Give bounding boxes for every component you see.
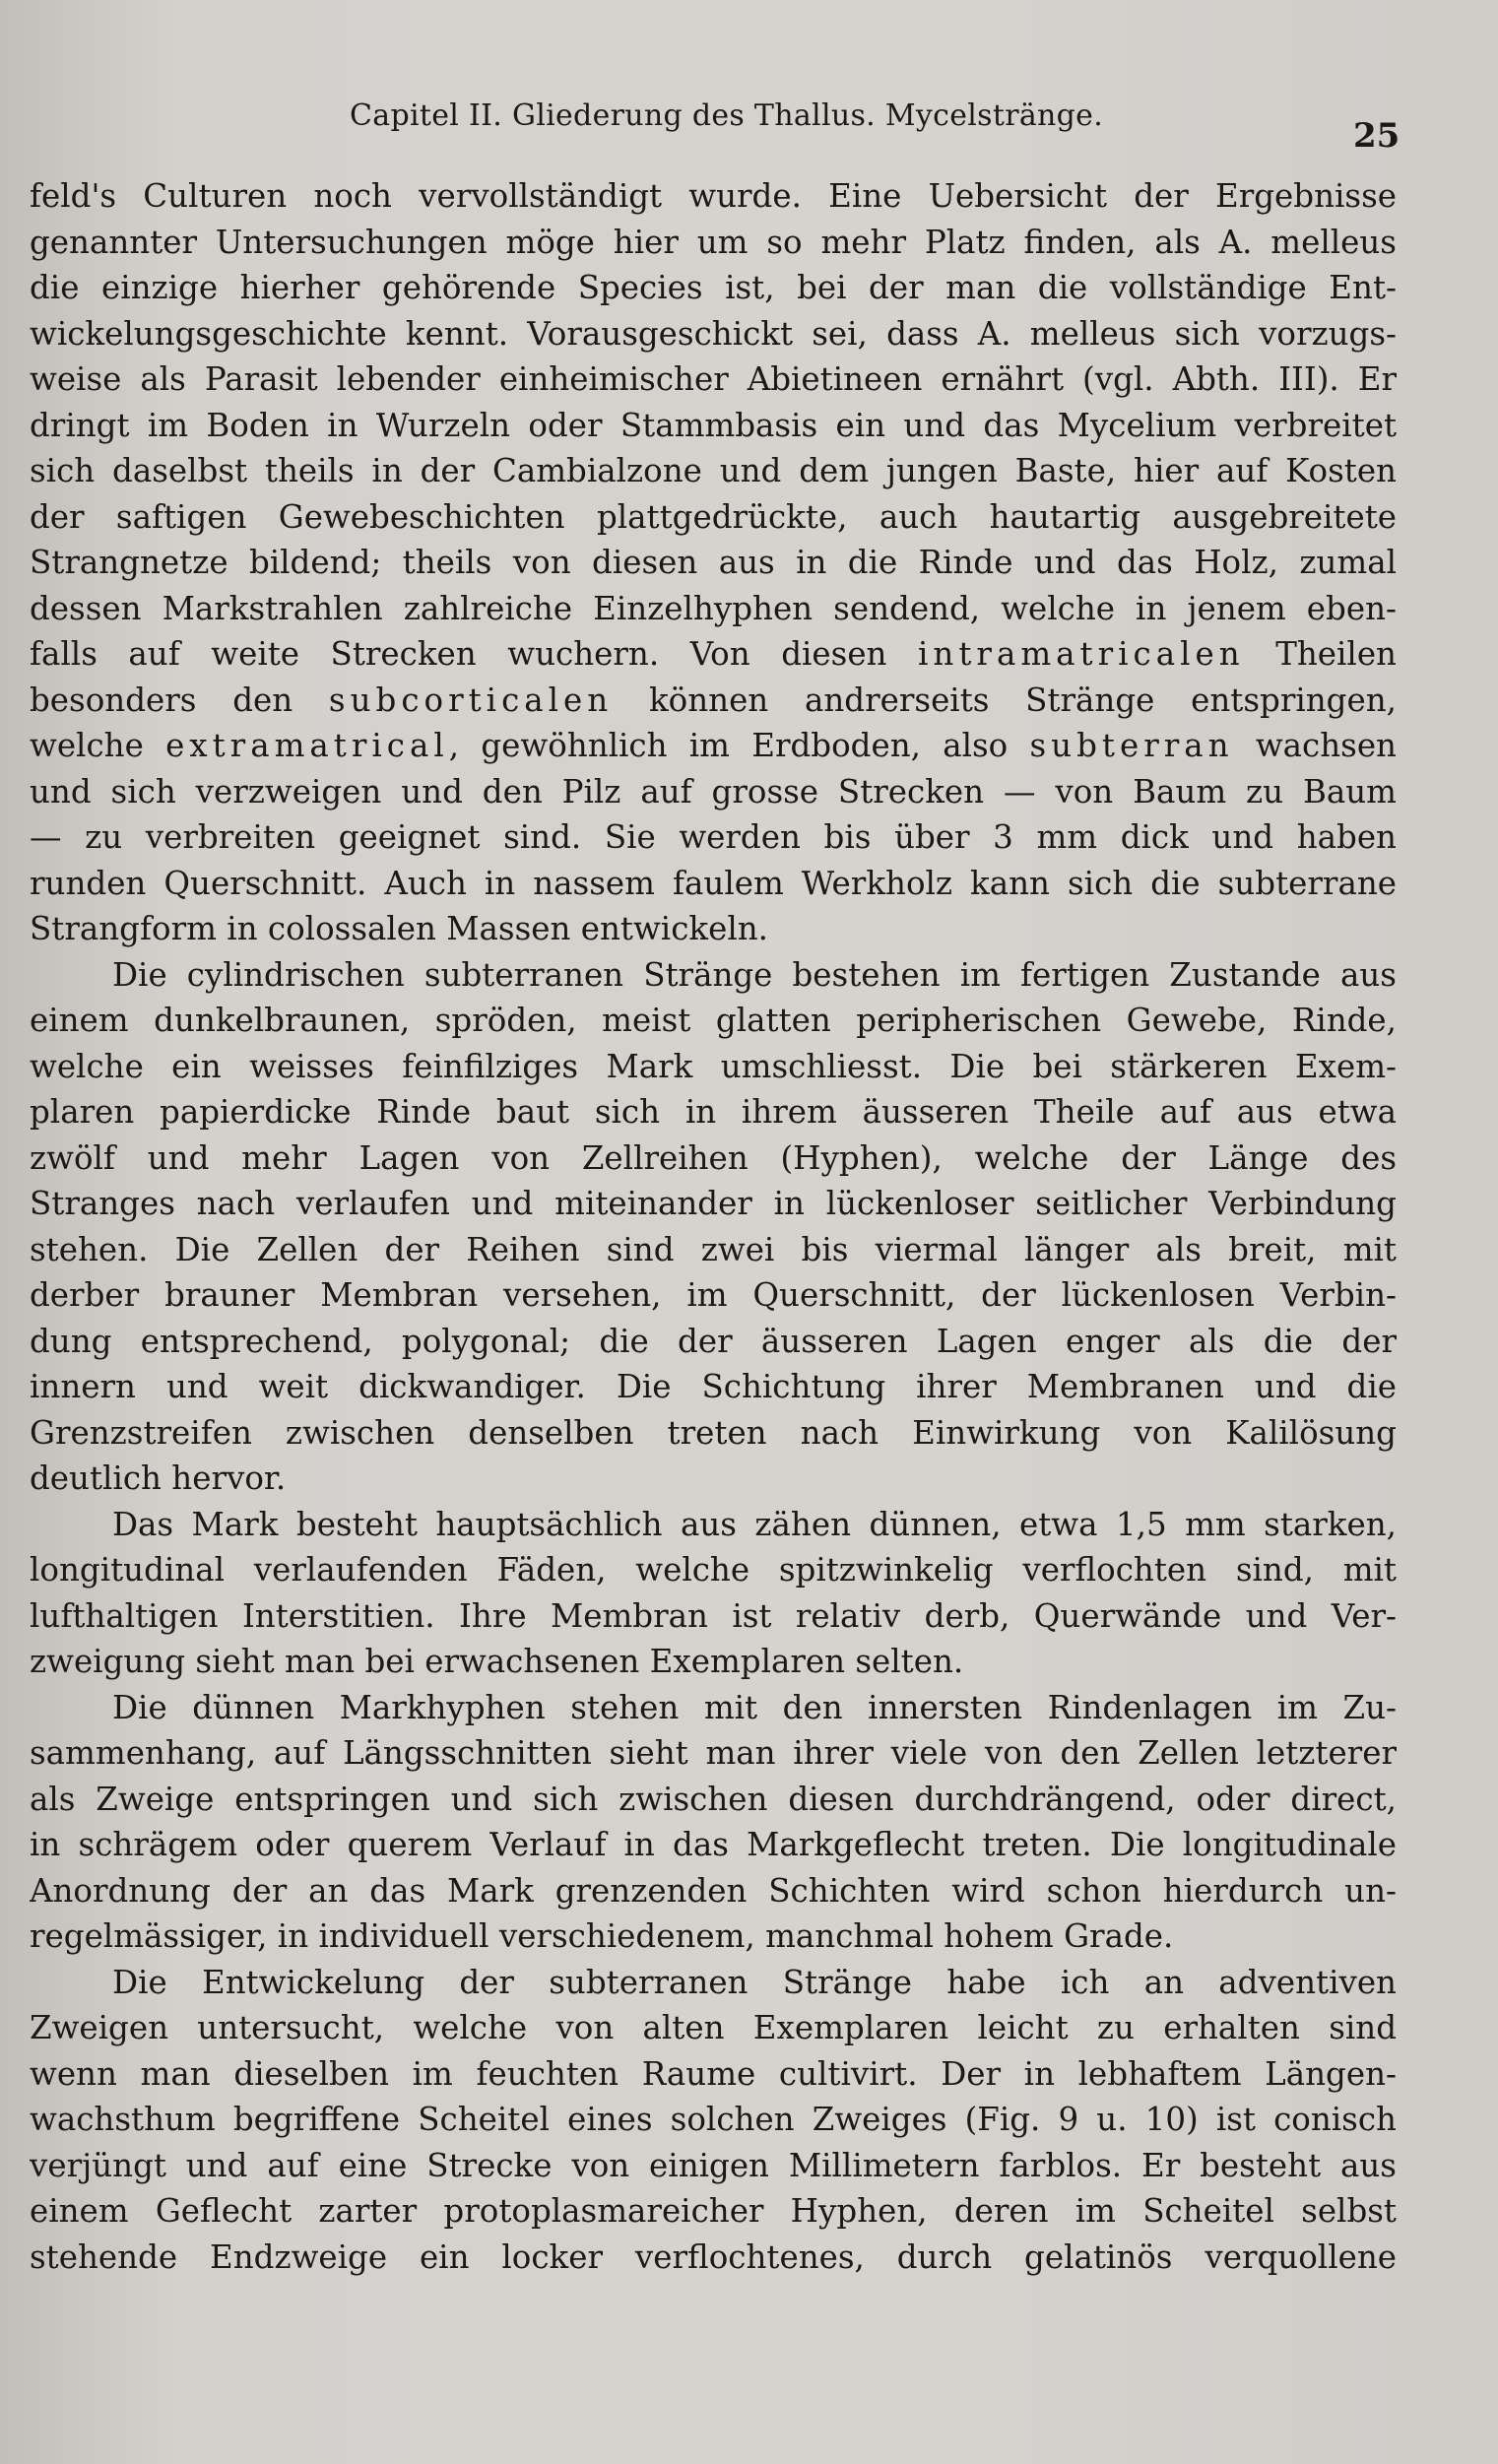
text-line xyxy=(30,769,1397,815)
text-line xyxy=(30,357,1397,403)
text-run: dringt im Boden in Wurzeln oder Stammbasis ein und das Mycelium verbreitet xyxy=(30,406,1397,444)
spaced-emphasis: extramatrical xyxy=(165,727,449,764)
text-line xyxy=(30,1593,1397,1640)
text-run: als Zweige entspringen und sich zwischen diesen durchdrängend, oder direct, xyxy=(30,1780,1397,1818)
text-run: einem Geflecht zarter protoplasmareicher Hyphen, deren im Scheitel selbst xyxy=(30,2192,1397,2230)
spaced-emphasis: intramatricalen xyxy=(918,635,1245,673)
text-run: der saftigen Gewebeschichten plattgedrückte, auch hautartig ausgebreitete xyxy=(30,497,1397,536)
text-line xyxy=(30,173,1397,220)
text-line xyxy=(30,1913,1397,1960)
text-run: Anordnung der an das Mark grenzenden Schichten wird schon hierdurch un- xyxy=(30,1871,1397,1910)
text-line xyxy=(30,1868,1397,1914)
text-line xyxy=(30,1227,1397,1273)
text-line xyxy=(30,1135,1397,1182)
text-line xyxy=(30,494,1397,541)
text-line xyxy=(30,1410,1397,1457)
text-line xyxy=(30,586,1397,632)
text-run: wachsthum begriffene Scheitel eines solchen Zweiges (Fig. 9 u. 10) ist conisch xyxy=(30,2101,1397,2138)
text-run: und sich verzweigen und den Pilz auf grosse Strecken — von Baum zu Baum xyxy=(30,772,1397,811)
text-line xyxy=(30,1044,1397,1090)
text-run: weise als Parasit lebender einheimischer Abietineen ernährt (vgl. Abth. III). Er xyxy=(30,360,1397,398)
text-run: verjüngt und auf eine Strecke von einigen Millimetern farblos. Er besteht aus xyxy=(30,2146,1397,2184)
text-run: wachsen xyxy=(1233,727,1397,764)
text-line xyxy=(30,2097,1397,2143)
text-line xyxy=(30,220,1397,266)
text-line xyxy=(30,631,1397,678)
text-line xyxy=(30,1319,1397,1365)
text-line xyxy=(30,265,1397,311)
text-line xyxy=(30,814,1397,861)
text-run: falls auf weite Strecken wuchern. Von diesen xyxy=(30,635,919,673)
text-run: welche ein weisses feinfilziges Mark umschliesst. Die bei stärkeren Exem- xyxy=(30,1047,1397,1085)
text-run: einem dunkelbraunen, spröden, meist glatten peripherischen Gewebe, Rinde, xyxy=(30,1002,1397,1039)
text-run: in schrägem oder querem Verlauf in das Markgeflecht treten. Die longitudinale xyxy=(30,1826,1397,1863)
text-run: — zu verbreiten geeignet sind. Sie werden bis über 3 mm dick und haben xyxy=(30,818,1397,856)
text-run: lufthaltigen Interstitien. Ihre Membran ist relativ derb, Querwände und Ver- xyxy=(30,1596,1397,1635)
page-number: 25 xyxy=(1353,116,1400,156)
text-run: stehen. Die Zellen der Reihen sind zwei bis viermal länger als breit, mit xyxy=(30,1230,1397,1268)
spaced-emphasis: subterran xyxy=(1029,727,1234,764)
text-line xyxy=(30,2051,1397,2098)
text-run: Das Mark besteht hauptsächlich aus zähen dünnen, etwa 1,5 mm starken, xyxy=(112,1505,1397,1543)
spaced-emphasis: subcorticalen xyxy=(328,681,614,719)
text-line xyxy=(30,998,1397,1044)
text-line xyxy=(30,1272,1397,1319)
text-run: Stranges nach verlaufen und miteinander in lückenloser seitlicher Verbindung xyxy=(30,1185,1397,1222)
text-run: Strangnetze bildend; theils von diesen aus in die Rinde und das Holz, zumal xyxy=(30,544,1397,581)
text-line xyxy=(30,952,1397,999)
text-run: stehende Endzweige ein locker verflochtenes, durch gelatinös verquollene xyxy=(30,2237,1397,2276)
text-run: deutlich hervor. xyxy=(30,1459,287,1497)
text-line xyxy=(30,861,1397,907)
text-line xyxy=(30,906,1397,952)
text-line xyxy=(30,311,1397,357)
text-line xyxy=(30,1730,1397,1777)
text-run: Strangform in colossalen Massen entwickeln. xyxy=(30,910,768,947)
text-run: wickelungsgeschichte kennt. Vorausgeschickt sei, dass A. melleus sich vorzugs- xyxy=(30,314,1397,353)
text-run: sich daselbst theils in der Cambialzone und dem jungen Baste, hier auf Kosten xyxy=(30,452,1397,489)
text-run: derber brauner Membran versehen, im Querschnitt, der lückenlosen Verbin- xyxy=(30,1276,1397,1314)
text-line xyxy=(30,1547,1397,1593)
text-run: regelmässiger, in individuell verschiedenem, manchmal hohem Grade. xyxy=(30,1917,1174,1955)
text-run: longitudinal verlaufenden Fäden, welche spitzwinkelig verflochten sind, mit xyxy=(30,1551,1397,1589)
text-run: die einzige hierher gehörende Species ist, bei der man die vollständige Ent- xyxy=(30,269,1397,306)
text-line xyxy=(30,1364,1397,1410)
text-run: sammenhang, auf Längsschnitten sieht man ihrer viele von den Zellen letzterer xyxy=(30,1734,1397,1772)
text-line xyxy=(30,2143,1397,2189)
text-line xyxy=(30,1456,1397,1502)
text-run: plaren papierdicke Rinde baut sich in ihrem äusseren Theile auf aus etwa xyxy=(30,1093,1397,1131)
text-run: können andrerseits Stränge entspringen, xyxy=(613,681,1397,719)
text-line xyxy=(30,1777,1397,1823)
text-line xyxy=(30,1685,1397,1731)
text-line xyxy=(30,2005,1397,2051)
text-run: Zweigen untersucht, welche von alten Exemplaren leicht zu erhalten sind xyxy=(30,2009,1397,2046)
running-head: Capitel II. Gliederung des Thallus. Mycelstränge. xyxy=(350,98,1104,133)
text-run: zwölf und mehr Lagen von Zellreihen (Hyphen), welche der Länge des xyxy=(30,1138,1397,1177)
text-run: zweigung sieht man bei erwachsenen Exemplaren selten. xyxy=(30,1643,964,1680)
text-run: Theilen xyxy=(1244,635,1397,673)
text-line xyxy=(30,1089,1397,1135)
text-line xyxy=(30,1639,1397,1685)
text-line xyxy=(30,723,1397,769)
text-run: dung entsprechend, polygonal; die der äusseren Lagen enger als die der xyxy=(30,1322,1397,1360)
text-run: besonders den xyxy=(30,681,329,719)
text-run: dessen Markstrahlen zahlreiche Einzelhyphen sendend, welche in jenem eben- xyxy=(30,589,1397,627)
text-run: genannter Untersuchungen möge hier um so mehr Platz finden, als A. melleus xyxy=(30,223,1397,261)
text-line xyxy=(30,1502,1397,1548)
text-line xyxy=(30,1181,1397,1227)
text-line xyxy=(30,403,1397,449)
text-run: , gewöhnlich im Erdboden, also xyxy=(448,727,1030,764)
text-line xyxy=(30,678,1397,724)
text-run: feld's Culturen noch vervollständigt wurde. Eine Uebersicht der Ergebnisse xyxy=(30,177,1397,215)
body-text xyxy=(30,173,1397,2280)
text-line xyxy=(30,2188,1397,2235)
text-run: Die Entwickelung der subterranen Stränge habe ich an adventiven xyxy=(112,1963,1397,2001)
text-run: Die dünnen Markhyphen stehen mit den innersten Rindenlagen im Zu- xyxy=(112,1688,1397,1726)
text-line xyxy=(30,2235,1397,2281)
text-run: innern und weit dickwandiger. Die Schichtung ihrer Membranen und die xyxy=(30,1368,1397,1405)
text-line xyxy=(30,1960,1397,2006)
text-run: runden Querschnitt. Auch in nassem faulem Werkholz kann sich die subterrane xyxy=(30,864,1397,902)
text-run: Grenzstreifen zwischen denselben treten nach Einwirkung von Kalilösung xyxy=(30,1413,1397,1452)
text-line xyxy=(30,448,1397,494)
text-line xyxy=(30,540,1397,586)
text-run: welche xyxy=(30,727,166,764)
text-run: Die cylindrischen subterranen Stränge bestehen im fertigen Zustande aus xyxy=(112,955,1397,994)
text-run: wenn man dieselben im feuchten Raume cultivirt. Der in lebhaftem Längen- xyxy=(30,2054,1397,2093)
text-line xyxy=(30,1822,1397,1868)
